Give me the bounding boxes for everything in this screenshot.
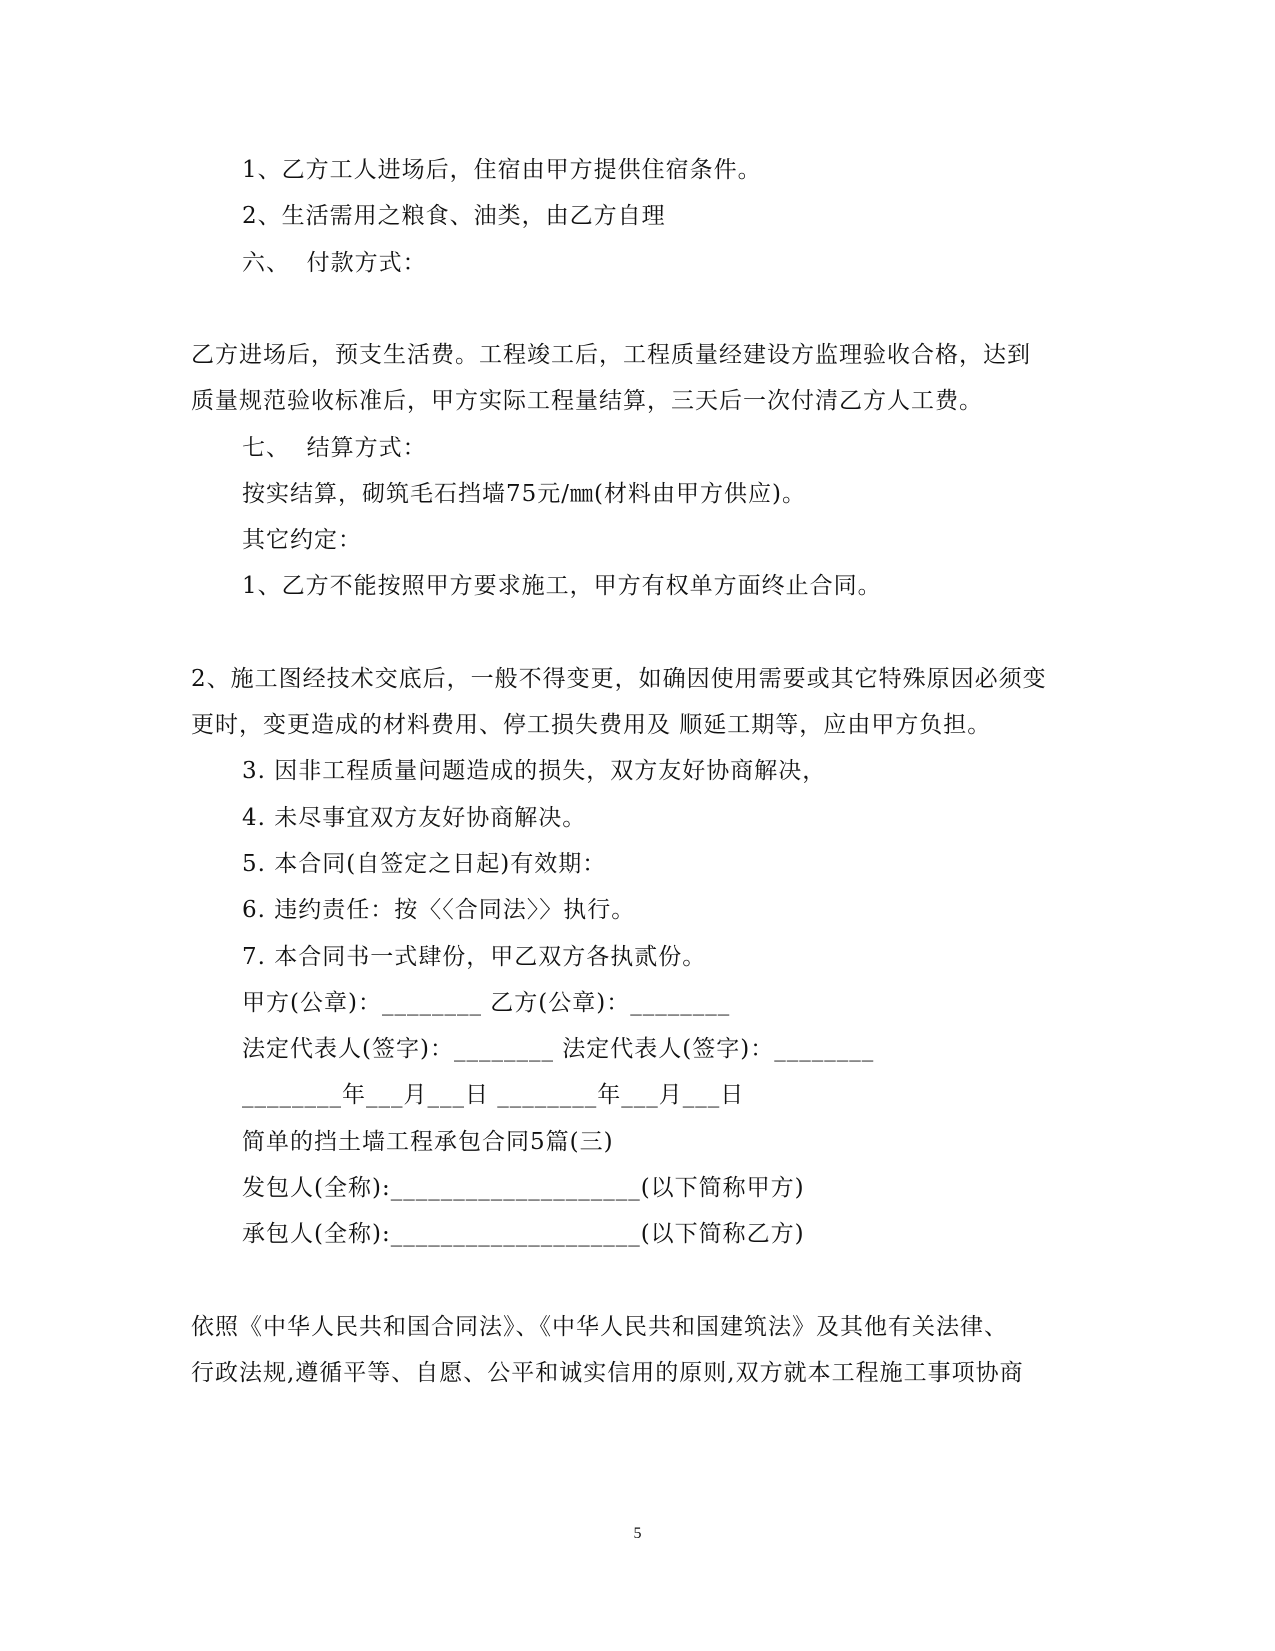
party-line: 承包人(全称):____________________(以下简称乙方) <box>242 1221 805 1247</box>
paragraph-line: 行政法规,遵循平等、自愿、公平和诚实信用的原则,双方就本工程施工事项协商 <box>191 1360 1024 1386</box>
signature-line: 法定代表人(签字)：________ 法定代表人(签字)：________ <box>242 1036 875 1062</box>
party-line: 发包人(全称):____________________(以下简称甲方) <box>242 1175 805 1201</box>
paragraph-line: 6. 违约责任：按〈〈合同法〉〉执行。 <box>242 897 636 923</box>
paragraph-line: 按实结算，砌筑毛石挡墙75元/㎜(材料由甲方供应)。 <box>242 481 806 507</box>
signature-line: 甲方(公章)：________ 乙方(公章)：________ <box>242 990 731 1016</box>
paragraph-line: 1、乙方工人进场后，住宿由甲方提供住宿条件。 <box>242 157 762 183</box>
section-heading: 六、 付款方式： <box>242 250 427 276</box>
page-number: 5 <box>633 1525 642 1542</box>
paragraph-line: 5. 本合同(自签定之日起)有效期： <box>242 851 607 877</box>
paragraph-line: 3. 因非工程质量问题造成的损失，双方友好协商解决， <box>242 758 827 784</box>
paragraph-line: 7. 本合同书一式肆份，甲乙双方各执贰份。 <box>242 944 707 970</box>
paragraph-line: 2、施工图经技术交底后，一般不得变更，如确因使用需要或其它特殊原因必须变 <box>191 666 1047 692</box>
paragraph-line: 质量规范验收标准后，甲方实际工程量结算，三天后一次付清乙方人工费。 <box>191 388 983 414</box>
paragraph-line: 1、乙方不能按照甲方要求施工，甲方有权单方面终止合同。 <box>242 573 882 599</box>
section-heading: 七、 结算方式： <box>242 435 427 461</box>
paragraph-line: 4. 未尽事宜双方友好协商解决。 <box>242 805 587 831</box>
paragraph-line: 乙方进场后，预支生活费。工程竣工后，工程质量经建设方监理验收合格，达到 <box>191 342 1031 368</box>
paragraph-line: 更时，变更造成的材料费用、停工损失费用及 顺延工期等，应由甲方负担。 <box>191 712 992 738</box>
paragraph-line: 2、生活需用之粮食、油类，由乙方自理 <box>242 203 666 229</box>
document-title: 简单的挡土墙工程承包合同5篇(三) <box>242 1129 614 1155</box>
date-line: ________年___月___日 ________年___月___日 <box>242 1082 745 1108</box>
paragraph-line: 依照《中华人民共和国合同法》、《中华人民共和国建筑法》及其他有关法律、 <box>191 1314 1008 1340</box>
paragraph-line: 其它约定： <box>242 527 362 553</box>
